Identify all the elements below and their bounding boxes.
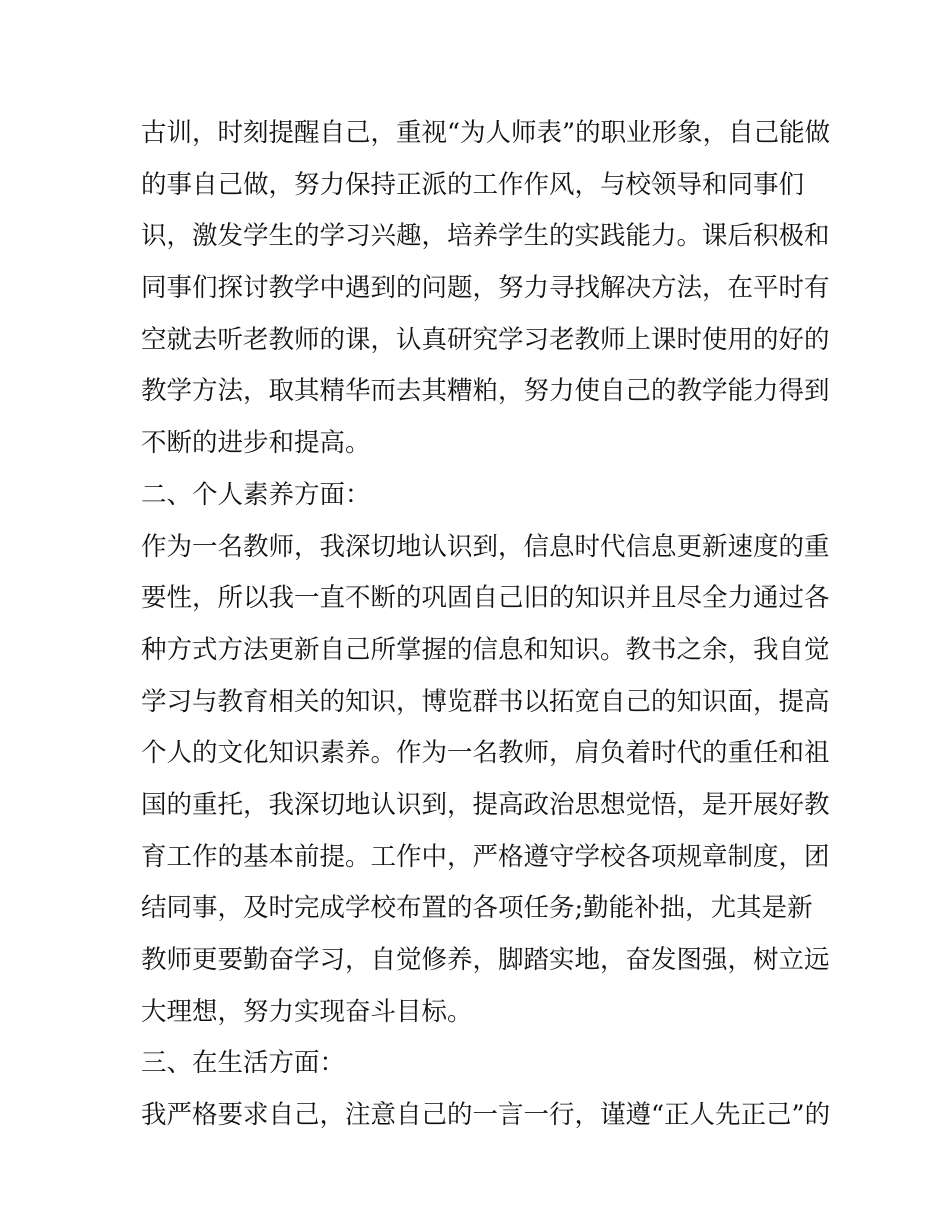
- document-body: [141, 108, 831, 1142]
- section-heading-personal-cultivation: 二、个人素养方面：: [141, 479, 371, 510]
- section-heading-daily-life: 三、在生活方面：: [141, 1048, 346, 1079]
- text-line: 作为一名教师，我深切地认识到，信息时代信息更新速度的重: [141, 531, 830, 562]
- text-line: 我严格要求自己，注意自己的一言一行，谨遵“正人先正己”的: [141, 1100, 831, 1131]
- text-line: 教师更要勤奋学习，自觉修养，脚踏实地，奋发图强，树立远: [141, 945, 830, 975]
- text-line: 古训，时刻提醒自己，重视“为人师表”的职业形象，自己能做: [141, 118, 831, 148]
- text-line: 空就去听老教师的课，认真研究学习老教师上课时使用的好的: [141, 324, 830, 355]
- text-line: 识，激发学生的学习兴趣，培养学生的实践能力。课后积极和: [141, 221, 830, 252]
- text-line: 不断的进步和提高。: [141, 428, 371, 459]
- text-line: 教学方法，取其精华而去其糟粕，努力使自己的教学能力得到: [141, 376, 830, 407]
- text-line: 个人的文化知识素养。作为一名教师，肩负着时代的重任和祖: [141, 738, 830, 769]
- text-line: 要性，所以我一直不断的巩固自己旧的知识并且尽全力通过各: [141, 583, 830, 614]
- text-line: 育工作的基本前提。工作中，严格遵守学校各项规章制度，团: [141, 841, 830, 872]
- text-line: 结同事，及时完成学校布置的各项任务;勤能补拙，尤其是新: [141, 893, 813, 924]
- text-line: 同事们探讨教学中遇到的问题，努力寻找解决方法，在平时有: [141, 273, 830, 304]
- text-line: 学习与教育相关的知识，博览群书以拓宽自己的知识面，提高: [141, 686, 830, 717]
- text-line: 的事自己做，努力保持正派的工作作风，与校领导和同事们: [141, 169, 805, 200]
- text-line: 国的重托，我深切地认识到，提高政治思想觉悟，是开展好教: [141, 789, 830, 820]
- text-line: 大理想，努力实现奋斗目标。: [141, 996, 473, 1027]
- text-line: 种方式方法更新自己所掌握的信息和知识。教书之余，我自觉: [141, 634, 830, 665]
